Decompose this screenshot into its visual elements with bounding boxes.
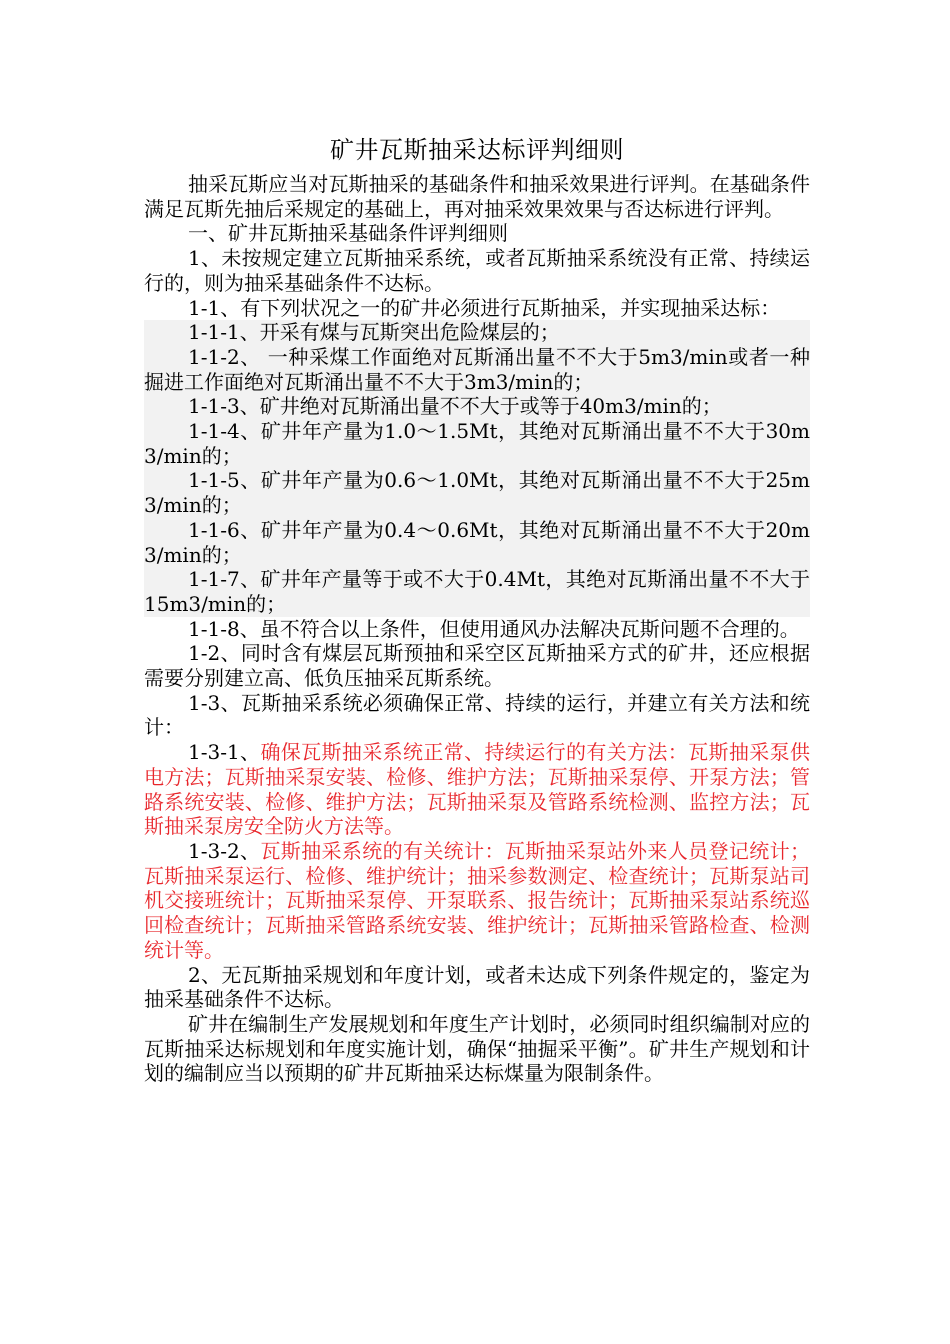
document-page [144,130,810,1086]
shaded-block [144,320,810,616]
document-title: 矿井瓦斯抽采达标评判细则 [330,136,624,164]
paragraph-1-1-6: 1-1-6、矿井年产量为0.4～0.6Mt，其绝对瓦斯涌出量不不大于20m3/min的； [144,517,810,567]
paragraph-1-3-2 [144,839,810,963]
paragraph-1-1-8: 1-1-8、虽不符合以上条件，但使用通风办法解决瓦斯问题不合理的。 [188,616,800,641]
paragraph-intro: 抽采瓦斯应当对瓦斯抽采的基础条件和抽采效果进行评判。在基础条件满足瓦斯先抽后采规定的基础上，再对抽采效果效果与否达标进行评判。 [144,172,810,221]
paragraph-1-3-2-number: 1-3-2、 [188,838,261,863]
paragraph-1-1-2: 1-1-2、 一种采煤工作面绝对瓦斯涌出量不不大于5m3/min或者一种掘进工作面绝对瓦斯涌出量不不大于3m3/min的； [144,344,810,394]
paragraph-1-2: 1-2、同时含有煤层瓦斯预抽和采空区瓦斯抽采方式的矿井，还应根据需要分别建立高、低负压抽采瓦斯系统。 [144,641,810,691]
paragraph-1-3: 1-3、瓦斯抽采系统必须确保正常、持续的运行，并建立有关方法和统计： [144,690,810,740]
paragraph-2: 2、无瓦斯抽采规划和年度计划，或者未达成下列条件规定的，鉴定为抽采基础条件不达标。 [144,962,810,1012]
paragraph-1-3-2-text: 瓦斯抽采系统的有关统计：瓦斯抽采泵站外来人员登记统计；瓦斯抽采泵运行、检修、维护统计；抽采参数测定、检查统计；瓦斯泵站司机交接班统计；瓦斯抽采泵停、开泵联系、报告统计；瓦斯抽采泵站系统巡回检查统计；瓦斯抽采管路系统安装、维护统计；瓦斯抽采管路检查、检测统计等。 [144,838,810,962]
paragraph-1: 1、未按规定建立瓦斯抽采系统，或者瓦斯抽采系统没有正常、持续运行的，则为抽采基础条件不达标。 [144,246,810,295]
paragraph-1-1-4: 1-1-4、矿井年产量为1.0～1.5Mt，其绝对瓦斯涌出量不不大于30m3/min的； [144,419,810,468]
paragraph-1-1: 1-1、有下列状况之一的矿井必须进行瓦斯抽采，并实现抽采达标： [188,295,781,320]
paragraph-1-1-7: 1-1-7、矿井年产量等于或不大于0.4Mt，其绝对瓦斯涌出量不不大于15m3/min的； [144,567,810,616]
paragraph-1-3-1-number: 1-3-1、 [188,740,261,765]
paragraph-1-1-5: 1-1-5、矿井年产量为0.6～1.0Mt，其绝对瓦斯涌出量不不大于25m3/min的； [144,468,810,518]
paragraph-1-3-1-text: 确保瓦斯抽采系统正常、持续运行的有关方法：瓦斯抽采泵供电方法；瓦斯抽采泵安装、检修、维护方法；瓦斯抽采泵停、开泵方法；管路系统安装、检修、维护方法；瓦斯抽采泵及管路系统检测、监控方法；瓦斯抽采泵房安全防火方法等。 [144,740,810,839]
paragraph-1-3-1 [144,740,810,839]
paragraph-1-1-3: 1-1-3、矿井绝对瓦斯涌出量不不大于或等于40m3/min的； [188,394,722,419]
paragraph-1-1-1: 1-1-1、开采有煤与瓦斯突出危险煤层的； [188,320,560,345]
paragraph-2-body: 矿井在编制生产发展规划和年度生产计划时，必须同时组织编制对应的瓦斯抽采达标规划和年度实施计划，确保“抽掘采平衡”。矿井生产规划和计划的编制应当以预期的矿井瓦斯抽采达标煤量为限制条件。 [144,1011,810,1086]
section-heading-1: 一、矿井瓦斯抽采基础条件评判细则 [188,221,508,246]
